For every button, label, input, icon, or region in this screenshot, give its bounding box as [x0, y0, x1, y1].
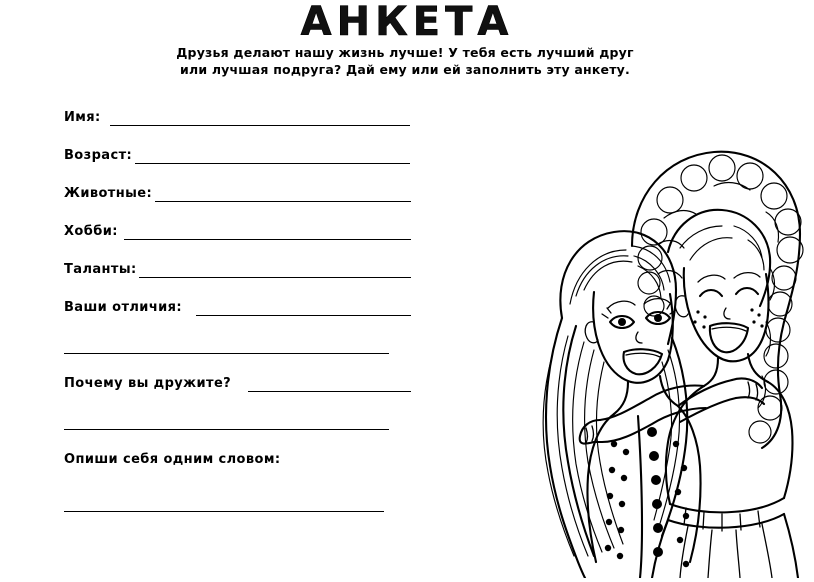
field-input-line[interactable] [110, 125, 410, 126]
field-label: Хобби: [64, 224, 118, 239]
field-label: Таланты: [64, 262, 137, 277]
form-field-why-friends-continued [0, 414, 450, 452]
field-label: Имя: [64, 110, 101, 125]
field-label: Ваши отличия: [64, 300, 182, 315]
field-label: Опиши себя одним словом: [64, 452, 281, 467]
field-input-line[interactable] [248, 391, 411, 392]
form-field-talents [0, 262, 450, 300]
field-label: Возраст: [64, 148, 133, 163]
form-field-hobby [0, 224, 450, 262]
form-field-one-word-line [0, 496, 450, 534]
field-input-line[interactable] [124, 239, 411, 240]
field-label: Животные: [64, 186, 153, 201]
field-input-line[interactable] [135, 163, 410, 164]
form-field-why-friends [0, 376, 450, 414]
page-subtitle: Друзья делают нашу жизнь лучше! У тебя есть лучший друг или лучшая подруга? Дай ему или ей заполнить эту анкету. [176, 45, 634, 77]
form-field-differences-continued [0, 338, 450, 376]
field-input-line[interactable] [139, 277, 411, 278]
form-field-age [0, 148, 450, 186]
field-input-line[interactable] [155, 201, 411, 202]
form-field-differences [0, 300, 450, 338]
field-label: Почему вы дружите? [64, 376, 232, 391]
field-input-line[interactable] [196, 315, 411, 316]
form-field-name [0, 110, 450, 148]
questionnaire-form [0, 110, 450, 534]
form-field-one-word [0, 452, 450, 496]
page-title: АНКЕТА [300, 0, 514, 45]
field-input-line[interactable] [64, 511, 384, 512]
field-input-line[interactable] [64, 429, 389, 430]
form-field-pets [0, 186, 450, 224]
field-input-line[interactable] [64, 353, 389, 354]
two-girls-hugging-coloring-illustration [418, 126, 810, 578]
